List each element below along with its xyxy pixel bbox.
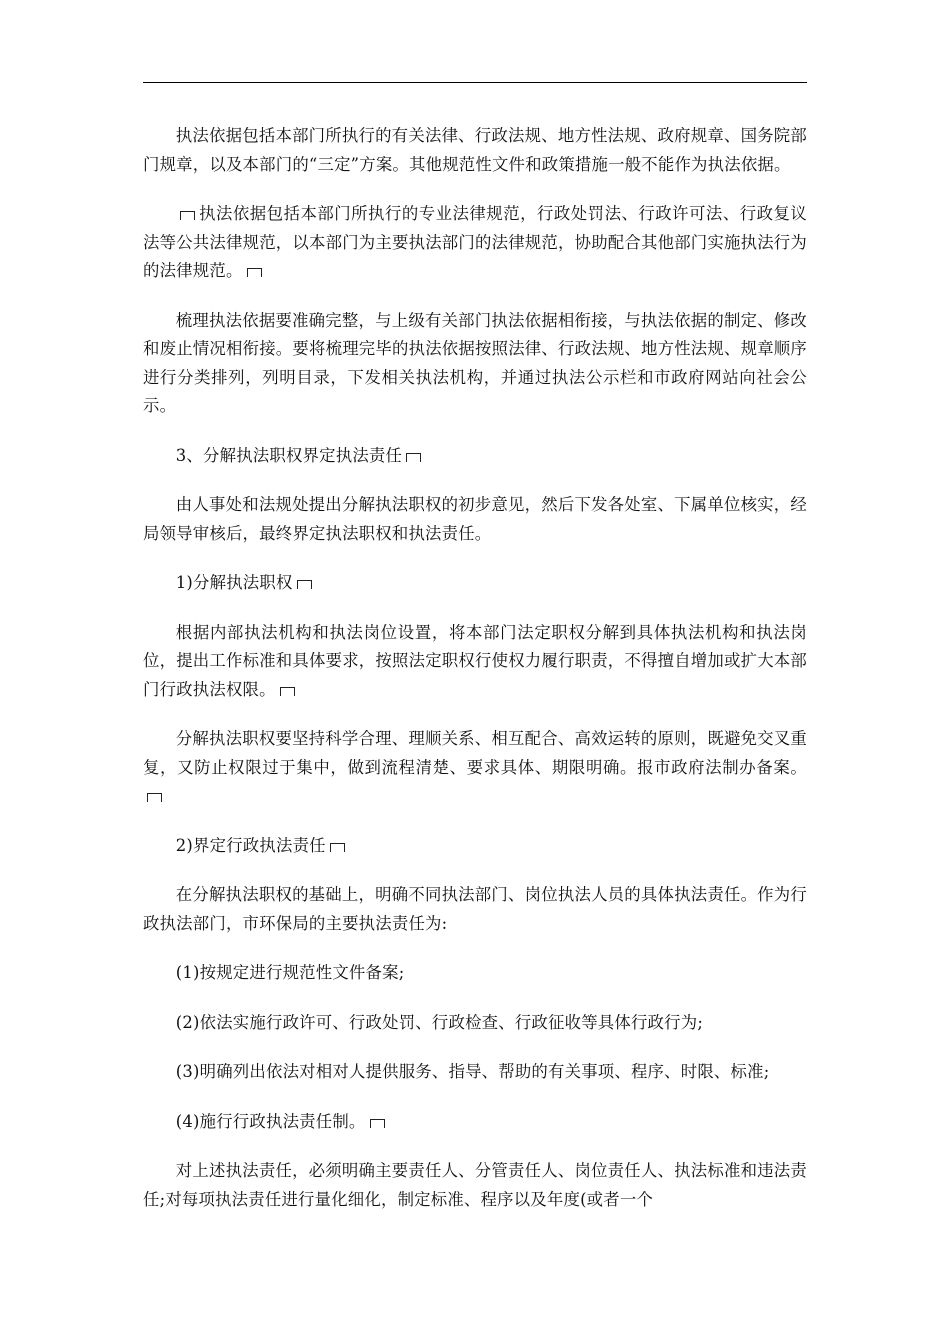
paragraph-text: (1)按规定进行规范性文件备案; [175,963,405,982]
paragraph [143,569,807,598]
paragraph-text: (4)施行行政执法责任制。 [175,1111,366,1131]
paragraph [143,1108,807,1137]
paragraph-text: 对上述执法责任，必须明确主要责任人、分管责任人、岗位责任人、执法标准和违法责任;对每项执法责任进行量化细化，制定标准、程序以及年度(或者一个 [143,1161,807,1209]
paragraph-text: 1)分解执法职权 [175,573,293,592]
bracket-mark-icon [297,580,312,589]
bracket-mark-icon [330,843,345,852]
paragraph-text: (2)依法实施行政许可、行政处罚、行政检查、行政征收等具体行政行为; [175,1012,704,1032]
paragraph-text: 执法依据包括本部门所执行的有关法律、行政法规、地方性法规、政府规章、国务院部门规章，以及本部门的“三定”方案。其他规范性文件和政策措施一般不能作为执法依据。 [143,126,807,174]
paragraph-text: 3、分解执法职权界定执法责任 [175,445,403,465]
paragraph [143,1009,807,1038]
paragraph [143,442,807,471]
paragraph [143,832,807,861]
paragraph-text: 执法依据包括本部门所执行的专业法律规范，行政处罚法、行政许可法、行政复议法等公共法律规范，以本部门为主要执法部门的法律规范，协助配合其他部门实施执法行为的法律规范。 [143,204,807,280]
paragraph [143,307,807,421]
bracket-mark-icon [370,1119,385,1128]
paragraph-text: 梳理执法依据要准确完整，与上级有关部门执法依据相衔接，与执法依据的制定、修改和废止情况相衔接。要将梳理完毕的执法依据按照法律、行政法规、地方性法规、规章顺序进行分类排列，列明目录，下发相关执法机构，并通过执法公示栏和市政府网站向社会公示。 [143,310,807,415]
paragraph [143,959,807,988]
paragraph [143,1058,807,1087]
paragraph [143,122,807,179]
paragraph-text: 在分解执法职权的基础上，明确不同执法部门、岗位执法人员的具体执法责任。作为行政执法部门，市环保局的主要执法责任为: [143,885,807,933]
paragraph [143,725,807,811]
paragraph-text: (3)明确列出依法对相对人提供服务、指导、帮助的有关事项、程序、时限、标准; [175,1062,770,1081]
paragraph-text: 根据内部执法机构和执法岗位设置，将本部门法定职权分解到具体执法机构和执法岗位，提出工作标准和具体要求，按照法定职权行使权力履行职责，不得擅自增加或扩大本部门行政执法权限。 [143,622,807,699]
bracket-mark-icon [147,793,162,802]
paragraph-text: 2)界定行政执法责任 [175,835,326,855]
paragraph-text: 由人事处和法规处提出分解执法职权的初步意见，然后下发各处室、下属单位核实，经局领导审核后，最终界定执法职权和执法责任。 [143,495,807,543]
bracket-mark-icon [180,211,195,220]
paragraph [143,491,807,548]
paragraph-text: 分解执法职权要坚持科学合理、理顺关系、相互配合、高效运转的原则，既避免交叉重复，又防止权限过于集中，做到流程清楚、要求具体、期限明确。报市政府法制办备案。 [143,729,807,777]
bracket-mark-icon [247,268,262,277]
bracket-mark-icon [406,453,421,462]
document-body [143,122,807,1235]
paragraph [143,1157,807,1214]
header-rule [143,82,807,83]
paragraph [143,619,807,705]
bracket-mark-icon [280,687,295,696]
paragraph [143,881,807,938]
paragraph [143,200,807,286]
